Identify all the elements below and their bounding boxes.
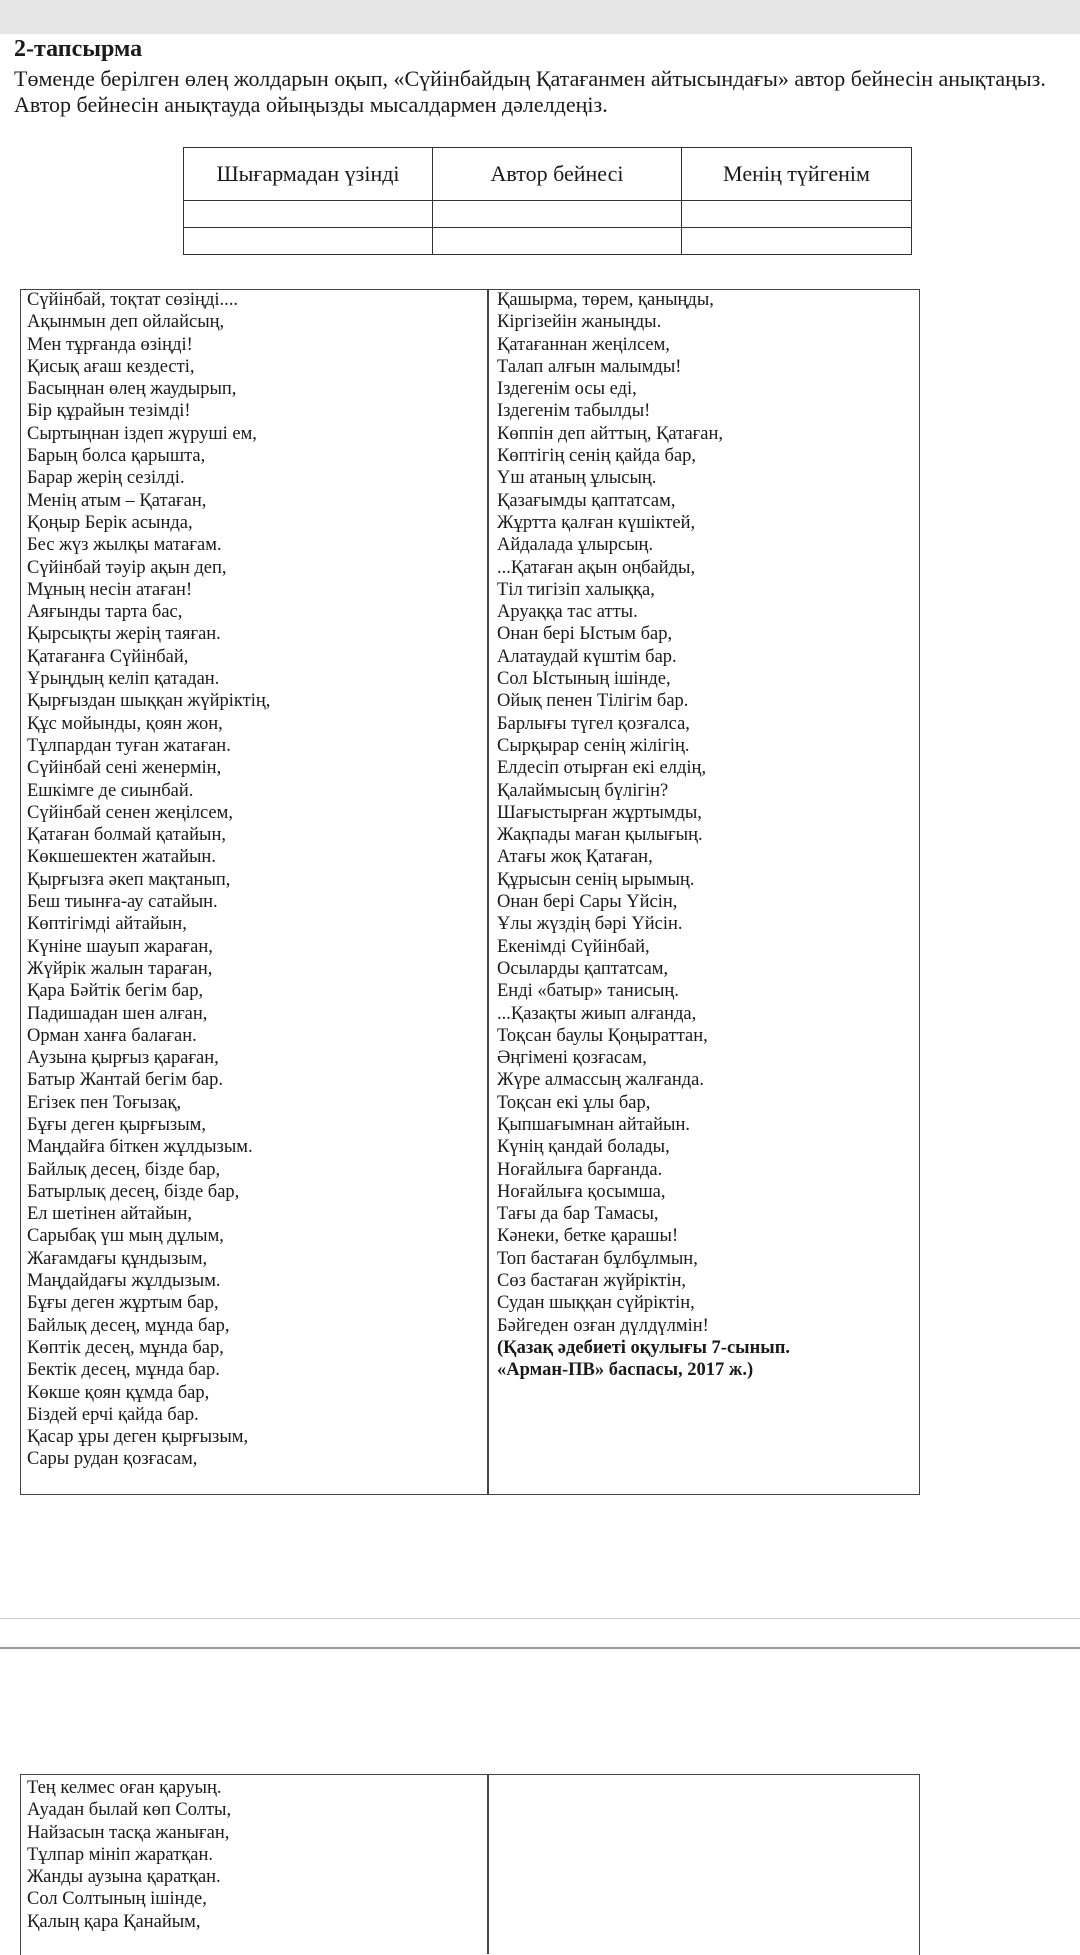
poem-line: Маңдайдағы жұлдызым. (27, 1271, 221, 1292)
poem-line: Батыр Жантай бегім бар. (27, 1070, 223, 1091)
poem-line: Тіл тигізіп халыққа, (497, 579, 655, 600)
poem-line: Басыңнан өлең жаудырып, (27, 379, 237, 400)
poem-line: Атағы жоқ Қатаған, (497, 847, 653, 868)
poem-line: ...Қатаған ақын оңбайды, (497, 557, 696, 578)
poem-line: Ақынмын деп ойлайсың, (27, 312, 225, 333)
poem-line: Күніне шауып жараған, (27, 936, 213, 957)
poem-line: Тоқсан баулы Қоңыраттан, (497, 1025, 708, 1046)
page-separator (0, 1618, 1080, 1619)
poem-line: Сүйінбай тәуір ақын деп, (27, 557, 227, 578)
poem-line: Қатаған болмай қатайын, (27, 825, 226, 846)
poem-line: Барлығы түгел қозғалса, (497, 713, 690, 734)
table-cell (433, 201, 682, 228)
poem-line: Топ бастаған бұлбұлмын, (497, 1248, 698, 1269)
poem-line: Жағамдағы құндызым, (27, 1248, 208, 1269)
poem-line: Бұғы деген жұртым бар, (27, 1293, 219, 1314)
answer-table (183, 147, 912, 255)
poem-line: Тұлпардан туған жатаған. (27, 735, 231, 756)
poem-line: Шағыстырған жұртымды, (497, 802, 702, 823)
poem-line: Ұрыңдың келіп қатадан. (27, 669, 220, 690)
poem-continuation-column (27, 1777, 231, 1933)
poem-line: Ел шетінен айтайын, (27, 1204, 192, 1225)
poem-line: Құс мойынды, қоян жон, (27, 713, 223, 734)
table-cell (184, 228, 433, 255)
poem-line: Жұртта қалған күшіктей, (497, 512, 696, 533)
poem-line: Әңгімені қозғасам, (497, 1048, 647, 1069)
poem-line: Байлық десең, бізде бар, (27, 1159, 221, 1180)
poem-line: Сүйінбай сені женермін, (27, 758, 222, 779)
poem-line: Тең келмес оған қаруың. (27, 1778, 222, 1798)
poem-line: Қатағаннан жеңілсем, (497, 334, 670, 355)
poem-column-divider-page2 (487, 1774, 489, 1954)
poem-line: Сүйінбай, тоқтат сөзіңді.... (27, 290, 238, 310)
poem-line: Іздегенім табылды! (497, 401, 651, 422)
poem-line: Сары рудан қозғасам, (27, 1449, 198, 1470)
poem-line: Көптігің сенің қайда бар, (497, 446, 697, 467)
poem-line: Қасар ұры деген қырғызым, (27, 1427, 249, 1448)
poem-line: Барың болса қарышта, (27, 446, 206, 467)
poem-left-column (27, 289, 270, 1471)
poem-line: Аруаққа тас атты. (497, 602, 638, 623)
poem-line: Қисық ағаш кездесті, (27, 356, 195, 377)
poem-line: Жүре алмассың жалғанда. (497, 1070, 705, 1091)
poem-line: Ноғайлыға барғанда. (497, 1159, 663, 1180)
table-cell (433, 228, 682, 255)
poem-line: Көкшешектен жатайын. (27, 847, 216, 868)
poem-line: Екенімді Сүйінбай, (497, 936, 650, 957)
poem-line: Сол Ыстының ішінде, (497, 669, 671, 690)
poem-line: Тұлпар мініп жаратқан. (27, 1844, 213, 1865)
poem-line: Батырлық десең, бізде бар, (27, 1181, 240, 1202)
poem-line: Жанды аузына қаратқан. (27, 1867, 221, 1888)
poem-line: Жүйрік жалын тараған, (27, 958, 213, 979)
task-title: 2-тапсырма (14, 36, 143, 62)
poem-line: Қашырма, төрем, қаныңды, (497, 290, 714, 310)
poem-line: Көптігімді айтайын, (27, 914, 187, 935)
poem-line: Аяғынды тарта бас, (27, 602, 183, 623)
poem-line: Сырқырар сенің жілігің. (497, 735, 690, 756)
poem-line: Ұлы жүздің бәрі Үйсін. (497, 914, 683, 935)
poem-line: Айдалада ұлырсың. (497, 535, 654, 556)
poem-line: Бәйгеден озған дүлдүлмін! (497, 1315, 709, 1336)
poem-line: Бектік десең, мұнда бар. (27, 1360, 220, 1381)
poem-line: Ауадан былай көп Солты, (27, 1800, 232, 1821)
viewer-top-bar (0, 0, 1080, 34)
table-cell (682, 228, 912, 255)
poem-line: Барар жерің сезілді. (27, 468, 185, 489)
poem-source: (Қазақ әдебиеті оқулығы 7-сынып. (497, 1337, 790, 1358)
poem-line: Тағы да бар Тамасы, (497, 1204, 659, 1225)
poem-line: Кіргізейін жаныңды. (497, 312, 662, 333)
poem-line: Ешкімге де сиынбай. (27, 780, 194, 801)
poem-line: Маңдайға біткен жұлдызым. (27, 1137, 253, 1158)
poem-line: Үш атаның ұлысың. (497, 468, 657, 489)
poem-line: Беш тиынға-ау сатайын. (27, 892, 218, 913)
poem-line: Талап алғын малымды! (497, 356, 682, 377)
poem-line: Қырғызға әкеп мақтанып, (27, 869, 231, 890)
poem-right-column (497, 289, 790, 1382)
poem-line: Қалаймысың бүлігін? (497, 780, 669, 801)
poem-line: Көкше қоян құмда бар, (27, 1382, 210, 1403)
poem-line: Егізек пен Тоғызақ, (27, 1092, 182, 1113)
poem-line: Тоқсан екі ұлы бар, (497, 1092, 651, 1113)
poem-line: Мен тұрғанда өзіңді! (27, 334, 193, 355)
poem-column-divider (487, 289, 489, 1495)
poem-line: Енді «батыр» танисың. (497, 981, 679, 1002)
poem-line: Кәнеки, бетке қарашы! (497, 1226, 679, 1247)
poem-line: Ойық пенен Тілігім бар. (497, 691, 689, 712)
poem-line: Қыпшағымнан айтайын. (497, 1114, 690, 1135)
poem-line: Осыларды қаптатсам, (497, 958, 669, 979)
poem-line: Қатағанға Сүйінбай, (27, 646, 189, 667)
table-header-author-image: Автор бейнесі (433, 148, 682, 201)
poem-line: Ноғайлыға қосымша, (497, 1181, 666, 1202)
poem-line: Сыртыңнан іздеп жүруші ем, (27, 423, 257, 444)
poem-line: Сол Солтының ішінде, (27, 1889, 207, 1910)
poem-line: Алатаудай күштім бар. (497, 646, 677, 667)
task-instruction: Төменде берілген өлең жолдарын оқып, «Сүйінбайдың Қатағанмен айтысындағы» автор бейнесін анықтаңыз. Автор бейнесін анықтауда ойыңызды мысалдармен дәлелдеңіз. (14, 66, 1046, 117)
poem-line: Қырсықты жерің таяған. (27, 624, 221, 645)
table-cell (184, 201, 433, 228)
poem-line: Бір құрайын тезімді! (27, 401, 191, 422)
poem-line: Елдесіп отырған екі елдің, (497, 758, 707, 779)
poem-line: Байлық десең, мұнда бар, (27, 1315, 230, 1336)
poem-line: Қырғыздан шыққан жүйріктің, (27, 691, 271, 712)
poem-line: Көптік десең, мұнда бар, (27, 1337, 224, 1358)
poem-line: Сарыбақ үш мың дұлым, (27, 1226, 224, 1247)
poem-line: Онан бері Сары Үйсін, (497, 892, 678, 913)
poem-line: Онан бері Ыстым бар, (497, 624, 673, 645)
table-cell (682, 201, 912, 228)
table-header-excerpt: Шығармадан үзінді (184, 148, 433, 201)
poem-line: Құрысын сенің ырымың. (497, 869, 695, 890)
table-header-my-conclusion: Менің түйгенім (682, 148, 912, 201)
poem-line: Бұғы деген қырғызым, (27, 1114, 206, 1135)
poem-source: «Арман-ПВ» баспасы, 2017 ж.) (497, 1360, 754, 1381)
poem-line: Бес жүз жылқы матағам. (27, 535, 222, 556)
poem-line: Қоңыр Берік асында, (27, 512, 193, 533)
poem-line: ...Қазақты жиып алғанда, (497, 1003, 697, 1024)
poem-line: Сүйінбай сенен жеңілсем, (27, 802, 233, 823)
poem-line: Қара Бәйтік бегім бар, (27, 981, 204, 1002)
poem-line: Аузына қырғыз қараған, (27, 1048, 219, 1069)
poem-line: Мұның несін атаған! (27, 579, 193, 600)
poem-line: Біздей ерчі қайда бар. (27, 1404, 199, 1425)
poem-line: Падишадан шен алған, (27, 1003, 208, 1024)
poem-line: Орман ханға балаған. (27, 1025, 197, 1046)
poem-line: Судан шыққан сүйріктін, (497, 1293, 695, 1314)
poem-line: Қазағымды қаптатсам, (497, 490, 676, 511)
poem-line: Қалың қара Қанайым, (27, 1911, 201, 1932)
poem-line: Сөз бастаған жүйріктін, (497, 1271, 687, 1292)
poem-line: Менің атым – Қатаған, (27, 490, 207, 511)
poem-line: Найзасын тасқа жаныған, (27, 1822, 230, 1843)
poem-line: Іздегенім осы еді, (497, 379, 637, 400)
poem-line: Көппін деп айттың, Қатаған, (497, 423, 723, 444)
poem-line: Күнің қандай болады, (497, 1137, 670, 1158)
poem-line: Жақпады маған қылығың. (497, 825, 703, 846)
page-separator (0, 1647, 1080, 1649)
